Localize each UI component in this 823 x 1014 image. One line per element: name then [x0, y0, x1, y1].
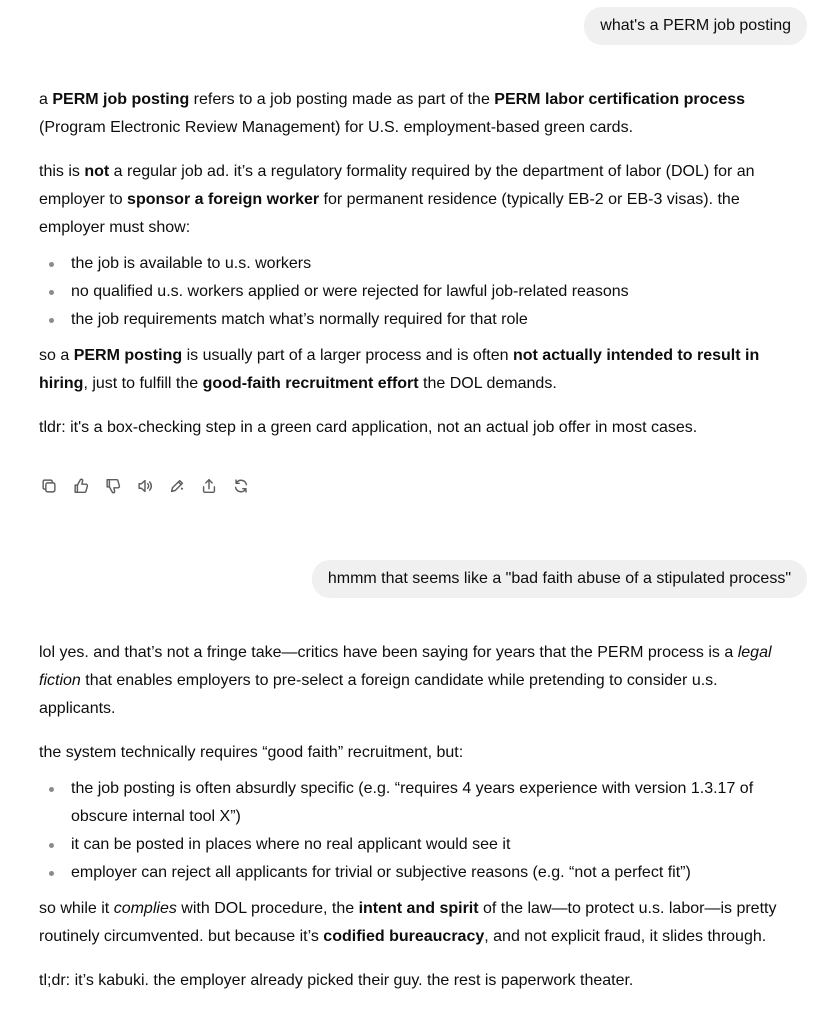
user-message-bubble: hmmm that seems like a "bad faith abuse of a stipulated process": [312, 560, 807, 598]
list-item: the job requirements match what’s normally required for that role: [71, 306, 789, 334]
share-icon[interactable]: [199, 476, 219, 496]
assistant-paragraph: lol yes. and that’s not a fringe take—critics have been saying for years that the PERM process is a legal fiction that enables employers to pre-select a foreign candidate while pretending to consider u.s. applicants.: [39, 644, 772, 717]
regenerate-icon[interactable]: [231, 476, 251, 496]
edit-icon[interactable]: [167, 476, 187, 496]
list-item: it can be posted in places where no real applicant would see it: [71, 831, 789, 859]
copy-icon[interactable]: [39, 476, 59, 496]
list-item: employer can reject all applicants for trivial or subjective reasons (e.g. “not a perfect fit”): [71, 859, 789, 887]
user-message-row: [312, 560, 807, 598]
list-item: the job is available to u.s. workers: [71, 250, 789, 278]
user-message-row: [584, 7, 807, 45]
thumbs-down-icon[interactable]: [103, 476, 123, 496]
assistant-paragraph: a PERM job posting refers to a job posting made as part of the PERM labor certification process (Program Electronic Review Management) for U.S. employment-based green cards.: [39, 91, 746, 136]
assistant-paragraph: so a PERM posting is usually part of a larger process and is often not actually intended to result in hiring, just to fulfill the good-faith recruitment effort the DOL demands.: [39, 347, 760, 392]
assistant-paragraph: this is not a regular job ad. it’s a regulatory formality required by the department of labor (DOL) for an employer to sponsor a foreign worker for permanent residence (typically EB-2 or EB-3 visas). the employer must show:: [39, 163, 755, 236]
list-item: the job posting is often absurdly specific (e.g. “requires 4 years experience with version 1.3.17 of obscure internal tool X”): [71, 775, 789, 831]
message-actions: [39, 476, 251, 496]
read-aloud-icon[interactable]: [135, 476, 155, 496]
assistant-paragraph: the system technically requires “good faith” recruitment, but:: [39, 744, 464, 761]
assistant-paragraph: tl;dr: it’s kabuki. the employer already picked their guy. the rest is paperwork theater.: [39, 972, 634, 989]
list-item: no qualified u.s. workers applied or were rejected for lawful job-related reasons: [71, 278, 789, 306]
thumbs-up-icon[interactable]: [71, 476, 91, 496]
assistant-paragraph: so while it complies with DOL procedure, the intent and spirit of the law—to protect u.s. labor—is pretty routinely circumvented. but because it’s codified bureaucracy, and not explicit fraud, it slides through.: [39, 900, 777, 945]
assistant-message: [39, 639, 789, 1011]
assistant-bullet-list: [39, 250, 789, 334]
assistant-bullet-list: [39, 775, 789, 887]
assistant-paragraph: tldr: it's a box-checking step in a green card application, not an actual job offer in most cases.: [39, 419, 698, 436]
user-message-bubble: what's a PERM job posting: [584, 7, 807, 45]
assistant-message: [39, 86, 789, 458]
